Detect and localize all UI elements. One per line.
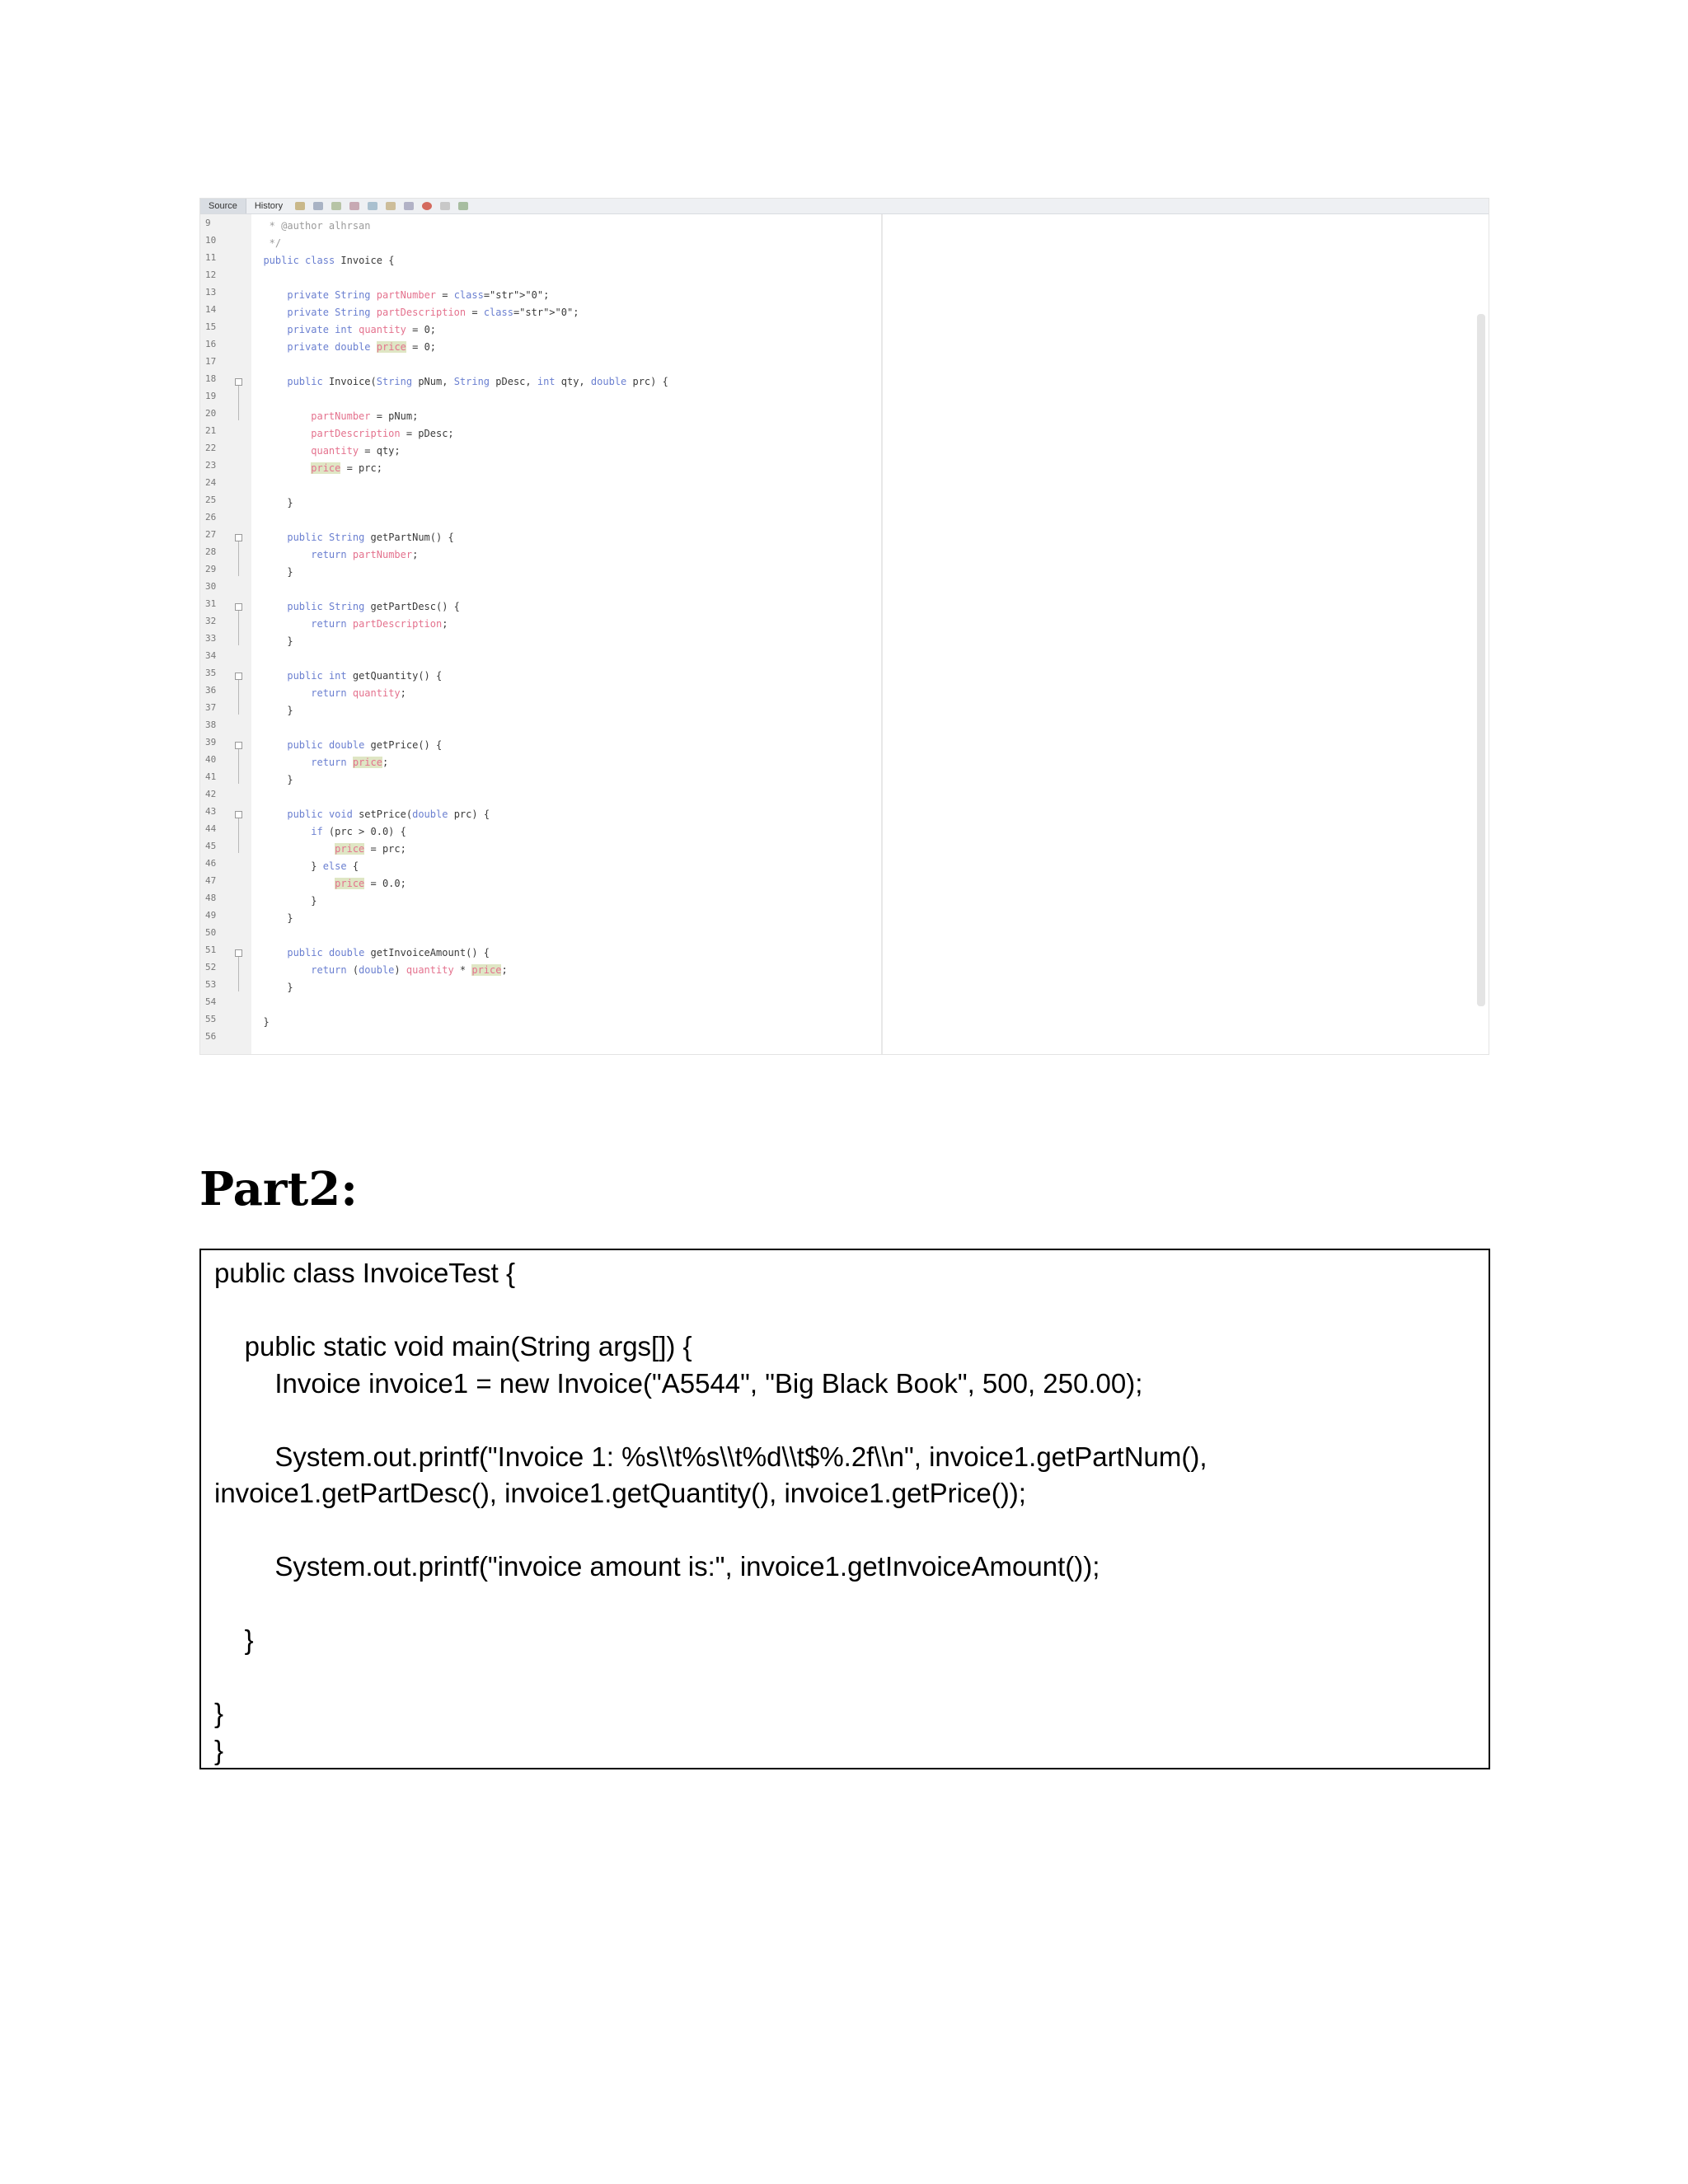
- code-line-text: public double getInvoiceAmount() {: [287, 947, 490, 958]
- code-line-text: }: [251, 774, 293, 785]
- code-line-text: private int quantity = 0;: [287, 324, 437, 335]
- code-line: [251, 962, 1489, 979]
- code-line: [251, 529, 1489, 546]
- line-number: 36: [205, 685, 217, 696]
- code-line: [251, 789, 1489, 806]
- line-number: 16: [205, 339, 217, 349]
- line-number: 31: [205, 598, 217, 609]
- toggle-highlight-icon[interactable]: [349, 202, 359, 210]
- line-number: 39: [205, 737, 217, 748]
- code-line-text: return quantity;: [311, 687, 406, 699]
- code-line-text: }: [251, 912, 293, 924]
- line-number: 56: [205, 1031, 217, 1042]
- code-line: [251, 460, 1489, 477]
- line-number: 43: [205, 806, 217, 817]
- fold-guide: [238, 749, 239, 784]
- line-number: 22: [205, 443, 217, 453]
- line-number: 42: [205, 789, 217, 799]
- code-line-text: }: [251, 1016, 270, 1028]
- code-line: [251, 287, 1489, 304]
- code-line: [251, 477, 1489, 494]
- code-line: [251, 391, 1489, 408]
- line-number: 14: [205, 304, 217, 315]
- line-number: 50: [205, 927, 217, 938]
- code-line: [251, 425, 1489, 443]
- code-editor[interactable]: [251, 214, 1489, 1054]
- code-line-text: public Invoice(String pNum, String pDesc, int qty, double prc) {: [287, 376, 668, 387]
- code-line: [251, 823, 1489, 841]
- line-number: 29: [205, 564, 217, 574]
- shift-right-icon[interactable]: [386, 202, 396, 210]
- code-line-text: } else {: [251, 860, 359, 872]
- diff-icon[interactable]: [458, 202, 468, 210]
- line-number: 17: [205, 356, 217, 367]
- code-line-text: }: [251, 635, 293, 647]
- fold-toggle-icon[interactable]: [235, 673, 242, 680]
- code-box-line: }: [214, 1734, 224, 1765]
- code-line-text: private double price = 0;: [287, 341, 437, 353]
- code-line-text: public class Invoice {: [263, 255, 395, 266]
- line-number: 24: [205, 477, 217, 488]
- line-number: 12: [205, 269, 217, 280]
- ide-toolbar: [200, 199, 1489, 214]
- code-box-line: public static void main(String args[]) {: [214, 1331, 692, 1361]
- line-number: 9: [205, 218, 211, 228]
- line-number: 49: [205, 910, 217, 921]
- line-number: 35: [205, 668, 217, 678]
- line-number: 20: [205, 408, 217, 419]
- line-number: 33: [205, 633, 217, 644]
- code-line-text: }: [251, 982, 293, 993]
- line-number: 34: [205, 650, 217, 661]
- line-number: 46: [205, 858, 217, 869]
- line-number: 23: [205, 460, 217, 471]
- line-number: 13: [205, 287, 217, 298]
- code-line-text: partNumber = pNum;: [311, 410, 419, 422]
- line-number: 47: [205, 875, 217, 886]
- code-box-line: invoice1.getPartDesc(), invoice1.getQuantity(), invoice1.getPrice());: [214, 1478, 1026, 1508]
- code-box-line: }: [214, 1624, 254, 1655]
- line-number: 19: [205, 391, 217, 401]
- code-line: [251, 927, 1489, 944]
- code-line: [251, 598, 1489, 616]
- code-line-text: private String partDescription = class="str">"0";: [287, 307, 579, 318]
- tab-history[interactable]: History: [254, 201, 284, 211]
- line-number: 41: [205, 771, 217, 782]
- code-line-text: public String getPartNum() {: [287, 532, 454, 543]
- fold-toggle-icon[interactable]: [235, 949, 242, 957]
- line-number: 11: [205, 252, 217, 263]
- line-number: 15: [205, 321, 217, 332]
- code-line: [251, 875, 1489, 893]
- line-number: 27: [205, 529, 217, 540]
- line-number: 48: [205, 893, 217, 903]
- code-line-text: private String partNumber = class="str">"0";: [287, 289, 550, 301]
- code-line-text: price = prc;: [311, 462, 382, 474]
- code-line: [251, 252, 1489, 269]
- code-line: [251, 235, 1489, 252]
- code-line-text: price = prc;: [335, 843, 406, 855]
- code-line: [251, 771, 1489, 789]
- code-line: [251, 581, 1489, 598]
- code-line: [251, 650, 1489, 668]
- tab-source[interactable]: Source: [200, 199, 246, 213]
- code-line: [251, 304, 1489, 321]
- fold-guide: [238, 680, 239, 715]
- stop-macro-icon[interactable]: [440, 202, 450, 210]
- fold-guide: [238, 386, 239, 420]
- code-line: [251, 910, 1489, 927]
- code-line-text: return partDescription;: [311, 618, 448, 630]
- code-line: [251, 996, 1489, 1014]
- code-line: [251, 979, 1489, 996]
- line-gutter: [200, 214, 251, 1054]
- code-line-text: }: [251, 497, 293, 509]
- code-line: [251, 408, 1489, 425]
- code-line: [251, 858, 1489, 875]
- code-line-text: return (double) quantity * price;: [311, 964, 508, 976]
- code-line-text: * @author alhrsan: [251, 220, 371, 232]
- fold-toggle-icon[interactable]: [235, 378, 242, 386]
- code-line: [251, 944, 1489, 962]
- fold-toggle-icon[interactable]: [235, 811, 242, 818]
- code-box-line: Invoice invoice1 = new Invoice("A5544", "Big Black Book", 500, 250.00);: [214, 1367, 1143, 1399]
- code-box-line: }: [214, 1698, 224, 1728]
- record-macro-icon[interactable]: [422, 202, 432, 210]
- fold-guide: [238, 957, 239, 991]
- code-line: [251, 1014, 1489, 1031]
- code-line-text: }: [251, 566, 293, 578]
- code-line: [251, 1031, 1489, 1048]
- line-number: 10: [205, 235, 217, 246]
- code-line-text: }: [251, 895, 317, 907]
- code-line-text: public void setPrice(double prc) {: [287, 808, 490, 820]
- line-number: 51: [205, 944, 217, 955]
- code-line-text: return price;: [311, 757, 389, 768]
- line-number: 18: [205, 373, 217, 384]
- shift-left-icon[interactable]: [368, 202, 377, 210]
- back-icon[interactable]: [295, 202, 305, 210]
- find-icon[interactable]: [331, 202, 341, 210]
- line-number: 55: [205, 1014, 217, 1024]
- line-number: 40: [205, 754, 217, 765]
- line-number: 37: [205, 702, 217, 713]
- fold-toggle-icon[interactable]: [235, 742, 242, 749]
- code-line-text: if (prc > 0.0) {: [311, 826, 406, 837]
- code-line: [251, 356, 1489, 373]
- code-line-text: partDescription = pDesc;: [311, 428, 454, 439]
- code-line: [251, 633, 1489, 650]
- fold-guide: [238, 541, 239, 576]
- code-line: [251, 841, 1489, 858]
- code-box-line: System.out.printf("invoice amount is:", invoice1.getInvoiceAmount());: [214, 1551, 1100, 1582]
- code-line: [251, 702, 1489, 719]
- code-box-line: public class InvoiceTest {: [214, 1258, 516, 1288]
- line-number: 38: [205, 719, 217, 730]
- code-line: [251, 546, 1489, 564]
- code-line: [251, 754, 1489, 771]
- fold-toggle-icon[interactable]: [235, 603, 242, 611]
- code-line: [251, 218, 1489, 235]
- code-line-text: return partNumber;: [311, 549, 419, 560]
- code-line-text: }: [251, 705, 293, 716]
- line-number: 21: [205, 425, 217, 436]
- part2-heading: Part2:: [199, 1162, 358, 1216]
- line-number: 25: [205, 494, 217, 505]
- line-number: 32: [205, 616, 217, 626]
- ide-screenshot: [199, 198, 1489, 1055]
- code-line: [251, 719, 1489, 737]
- code-line-text: */: [251, 237, 282, 249]
- line-number: 45: [205, 841, 217, 851]
- vertical-scrollbar[interactable]: [1477, 314, 1485, 1006]
- code-listing-box: [199, 1249, 1490, 1769]
- fold-guide: [238, 611, 239, 645]
- code-line-text: public String getPartDesc() {: [287, 601, 460, 612]
- line-number: 26: [205, 512, 217, 523]
- code-line: [251, 512, 1489, 529]
- code-line-text: public int getQuantity() {: [287, 670, 443, 682]
- code-line: [251, 668, 1489, 685]
- line-number: 52: [205, 962, 217, 972]
- line-number: 53: [205, 979, 217, 990]
- code-line: [251, 564, 1489, 581]
- line-number: 28: [205, 546, 217, 557]
- code-line: [251, 339, 1489, 356]
- line-number: 30: [205, 581, 217, 592]
- forward-icon[interactable]: [313, 202, 323, 210]
- code-line-text: price = 0.0;: [335, 878, 406, 889]
- line-number: 54: [205, 996, 217, 1007]
- code-line: [251, 685, 1489, 702]
- code-line-text: quantity = qty;: [311, 445, 401, 457]
- code-line: [251, 616, 1489, 633]
- code-line: [251, 893, 1489, 910]
- code-line: [251, 806, 1489, 823]
- code-line: [251, 443, 1489, 460]
- comment-icon[interactable]: [404, 202, 414, 210]
- code-box-line: System.out.printf("Invoice 1: %s\\t%s\\t%d\\t$%.2f\\n", invoice1.getPartNum(),: [214, 1441, 1207, 1472]
- code-line-text: public double getPrice() {: [287, 739, 443, 751]
- fold-guide: [238, 818, 239, 853]
- code-line: [251, 321, 1489, 339]
- code-line: [251, 737, 1489, 754]
- code-line: [251, 269, 1489, 287]
- code-line: [251, 373, 1489, 391]
- fold-toggle-icon[interactable]: [235, 534, 242, 541]
- code-line: [251, 494, 1489, 512]
- line-number: 44: [205, 823, 217, 834]
